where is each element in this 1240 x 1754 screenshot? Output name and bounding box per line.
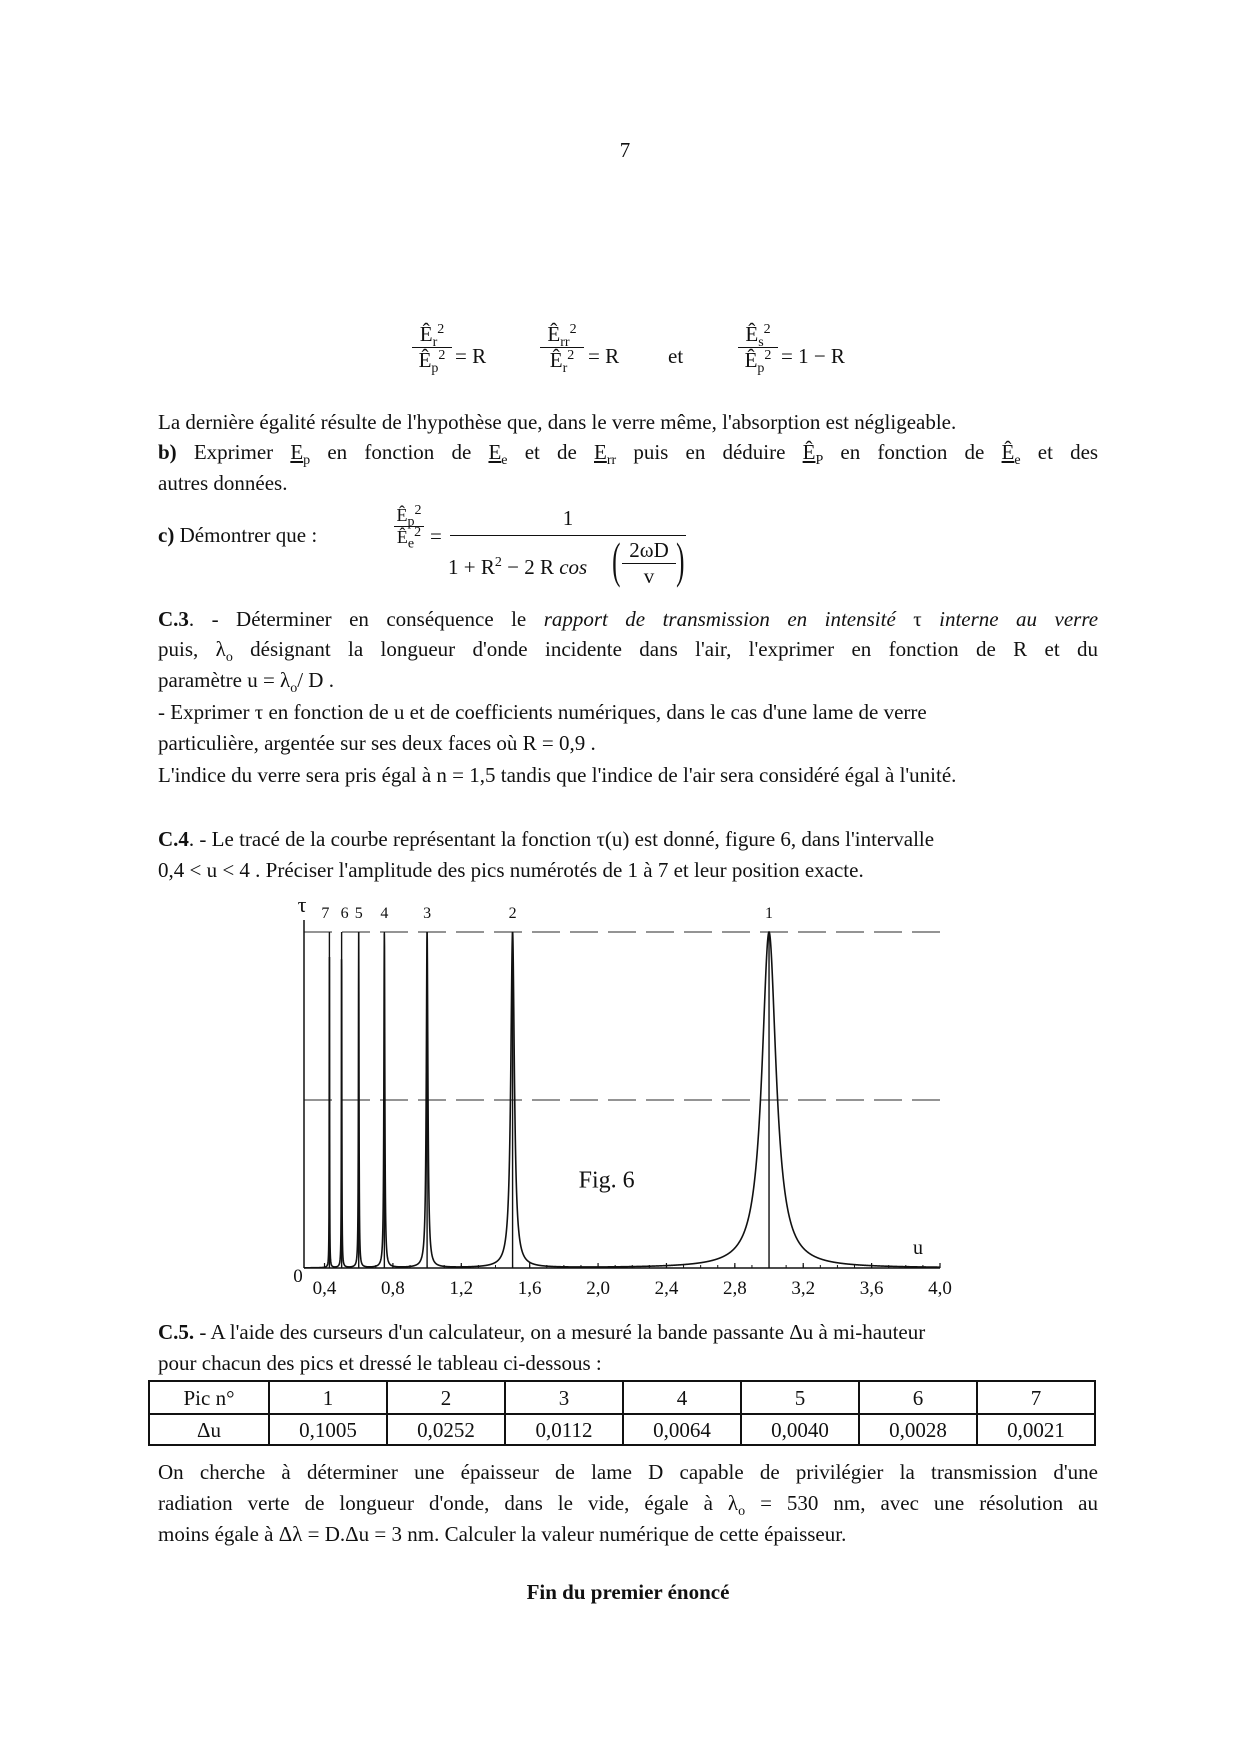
c5-paragraph-line2: radiation verte de longueur d'onde, dans le vide, égale à $\lambda_o = 530$ nm, avec une résolution au bbox=[158, 1491, 1098, 1520]
et-label: et bbox=[668, 344, 684, 368]
ratio-err-er: $Ê_{rr}^2$ $Ê_r^2$ bbox=[540, 322, 584, 373]
close-paren: ) bbox=[676, 532, 685, 588]
peak-table bbox=[148, 1380, 1096, 1446]
equals-r-1: = R bbox=[455, 344, 487, 368]
x-tick-label: 1,2 bbox=[449, 1278, 474, 1299]
peak-label-6: 6 bbox=[340, 905, 349, 922]
table-header-label: Pic n° bbox=[150, 1382, 270, 1414]
peak-label-7: 7 bbox=[321, 905, 330, 922]
x-tick-label: 2,0 bbox=[586, 1278, 610, 1299]
c4-line2: 0,4 < u < 4 . Préciser l'amplitude des pics numérotés de 1 à 7 et leur position exacte. bbox=[158, 858, 864, 882]
fraction-denominator: $1 + R^2 - 2$ R cos bbox=[448, 555, 588, 579]
cosine-argument: 2ωD v bbox=[622, 538, 676, 589]
x-tick-label: 2,8 bbox=[722, 1278, 747, 1299]
chart-title: Fig. 6 bbox=[578, 1167, 635, 1194]
ratio-ep-ee: $Ê_p^2$ $Ê_e^2$ bbox=[394, 505, 424, 548]
table-header-cell: 4 bbox=[624, 1382, 742, 1414]
c3-line1: C.3. - Déterminer en conséquence le rapport de transmission en intensité τ interne au verre bbox=[158, 607, 1099, 631]
equals-r-2: = R bbox=[588, 344, 620, 368]
c3-line4: - Exprimer τ en fonction de u et de coefficients numériques, dans le cas d'une lame de verre bbox=[158, 700, 927, 724]
table-header-cell: 7 bbox=[1030, 1386, 1042, 1410]
figure-6-chart bbox=[280, 890, 960, 1310]
x-tick-label: 2,4 bbox=[654, 1278, 679, 1299]
peak-label-5: 5 bbox=[354, 905, 363, 922]
c5-line1: C.5. - A l'aide des curseurs d'un calculateur, on a mesuré la bande passante Δu à mi-hauteur bbox=[158, 1320, 926, 1344]
x-tick-label: 3,2 bbox=[791, 1278, 816, 1299]
c3-line5: particulière, argentée sur ses deux faces où R = 0,9 . bbox=[158, 731, 596, 755]
x-tick-label: 1,6 bbox=[517, 1278, 542, 1299]
c3-line6: L'indice du verre sera pris égal à n = 1,5 tandis que l'indice de l'air sera considéré égal à l'unité. bbox=[158, 763, 957, 787]
end-of-statement: Fin du premier énoncé bbox=[526, 1580, 730, 1604]
peak-label-2: 2 bbox=[508, 905, 517, 922]
peak-label-3: 3 bbox=[423, 905, 432, 922]
x-axis-label: u bbox=[913, 1237, 923, 1259]
table-cell: 0,1005 bbox=[270, 1414, 388, 1446]
table-cell: 0,0021 bbox=[1007, 1418, 1065, 1442]
c5-paragraph-line1: On cherche à déterminer une épaisseur de lame D capable de privilégier la transmission d'une bbox=[158, 1460, 1098, 1484]
c5-paragraph-line3: moins égale à Δλ = D.Δu = 3 nm. Calculer la valeur numérique de cette épaisseur. bbox=[158, 1522, 847, 1546]
table-header-cell: 1 bbox=[270, 1382, 388, 1414]
ratio-es-ep: $Ê_s^2$ $Ê_p^2$ bbox=[738, 322, 778, 373]
c5-line2: pour chacun des pics et dressé le tableau ci-dessous : bbox=[158, 1351, 602, 1375]
page-number: 7 bbox=[619, 138, 631, 162]
peak-label-4: 4 bbox=[380, 905, 389, 922]
x-tick-label: 0,8 bbox=[381, 1278, 405, 1299]
c3-line3: paramètre $u = \lambda_o/$ D . bbox=[158, 668, 334, 697]
table-cell: 0,0040 bbox=[742, 1414, 860, 1446]
fraction-bar bbox=[450, 535, 686, 536]
y-axis-label: τ bbox=[297, 892, 307, 917]
ratio-er-ep: $Ê_r^2$ $Ê_p^2$ bbox=[412, 322, 452, 373]
table-cell: 0,0252 bbox=[388, 1414, 506, 1446]
equals-sign: = bbox=[430, 524, 442, 548]
paragraph-last-equality: La dernière égalité résulte de l'hypothèse que, dans le verre même, l'absorption est négligeable. bbox=[158, 410, 957, 434]
question-b-line1: b) Exprimer $E_p$ en fonction de $E_e$ et de $E_{rr}$ puis en déduire $Ê_P$ en fonction de $Ê_e$ et des bbox=[158, 440, 1099, 469]
c4-line1: C.4. - Le tracé de la courbe représentant la fonction τ(u) est donné, figure 6, dans l'intervalle bbox=[158, 827, 935, 851]
question-c-label: c) Démontrer que : bbox=[158, 523, 318, 547]
equals-1-minus-r: = 1 − R bbox=[781, 344, 845, 368]
table-header-cell: 3 bbox=[506, 1382, 624, 1414]
fraction-numerator-one: 1 bbox=[562, 506, 574, 530]
origin-label: 0 bbox=[293, 1266, 303, 1287]
c3-line2: puis, $\lambda_o$ désignant la longueur d'onde incidente dans l'air, l'exprimer en fonction de R et du bbox=[158, 637, 1099, 666]
x-tick-label: 3,6 bbox=[859, 1278, 884, 1299]
table-header-cell: 6 bbox=[860, 1382, 978, 1414]
table-row-label: Δu bbox=[150, 1414, 270, 1446]
table-cell: 0,0028 bbox=[860, 1414, 978, 1446]
table-header-cell: 5 bbox=[742, 1382, 860, 1414]
table-header-cell: 2 bbox=[388, 1382, 506, 1414]
x-tick-label: 4,0 bbox=[928, 1278, 952, 1299]
table-cell: 0,0112 bbox=[506, 1414, 624, 1446]
open-paren: ( bbox=[612, 532, 621, 588]
question-b-line2: autres données. bbox=[158, 471, 288, 495]
peak-label-1: 1 bbox=[765, 905, 774, 922]
x-tick-label: 0,4 bbox=[312, 1278, 337, 1299]
table-cell: 0,0064 bbox=[624, 1414, 742, 1446]
